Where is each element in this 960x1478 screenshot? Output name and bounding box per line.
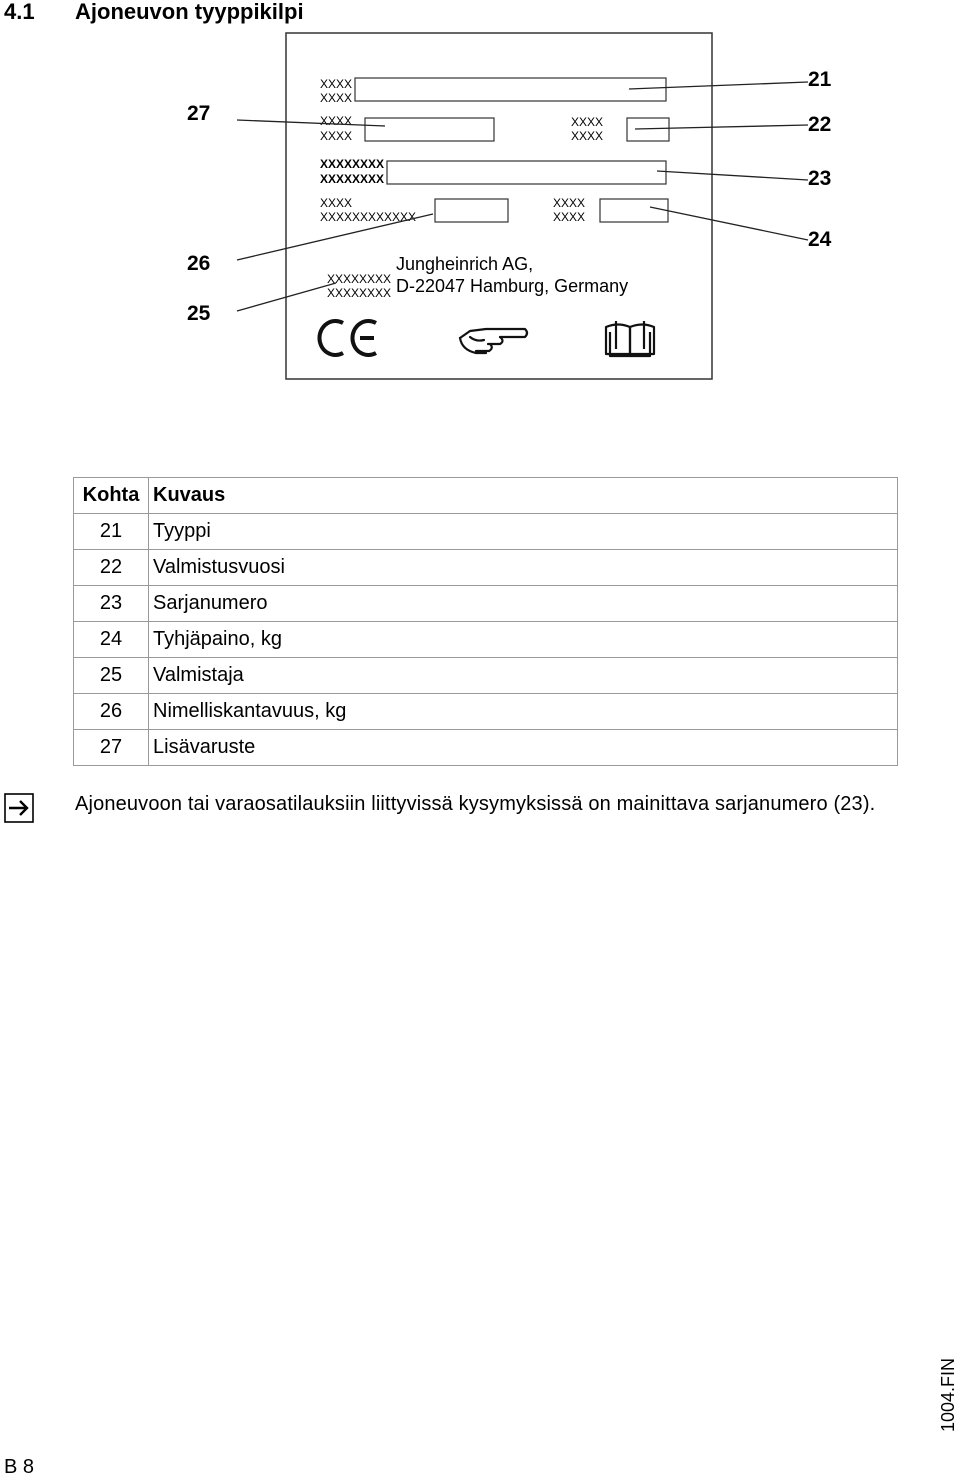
table-header-row xyxy=(74,478,898,514)
arrow-right-box-icon xyxy=(4,793,34,823)
header-item: Kohta xyxy=(74,478,149,514)
plate-placeholder: XXXX xyxy=(320,77,353,91)
page-number: B 8 xyxy=(4,1456,35,1478)
table-row xyxy=(74,730,898,766)
plate-placeholder: XXXX xyxy=(553,210,586,224)
row-description: Valmistusvuosi xyxy=(149,550,898,586)
callout-25: 25 xyxy=(187,302,211,325)
plate-placeholder: XXXX xyxy=(571,129,604,143)
legend-table xyxy=(73,477,898,766)
field-box-serial xyxy=(387,161,666,184)
manufacturer-name: Jungheinrich AG, xyxy=(396,254,534,274)
type-plate-figure xyxy=(0,0,960,420)
row-item: 21 xyxy=(74,514,149,550)
callout-27: 27 xyxy=(187,102,211,125)
row-item: 24 xyxy=(74,622,149,658)
plate-placeholder: XXXX xyxy=(571,115,604,129)
table-row xyxy=(74,586,898,622)
header-description: Kuvaus xyxy=(149,478,898,514)
ce-mark-icon xyxy=(319,321,376,355)
field-box-weight xyxy=(600,199,668,222)
table-row xyxy=(74,694,898,730)
row-description: Tyyppi xyxy=(149,514,898,550)
row-description: Lisävaruste xyxy=(149,730,898,766)
plate-placeholder: XXXX xyxy=(553,196,586,210)
plate-placeholder: XXXX xyxy=(320,196,353,210)
plate-placeholder: XXXXXXXX xyxy=(327,272,392,286)
table-row xyxy=(74,622,898,658)
plate-placeholder: XXXX xyxy=(320,91,353,105)
row-item: 26 xyxy=(74,694,149,730)
manufacturer-address: D-22047 Hamburg, Germany xyxy=(396,276,629,296)
note-text: Ajoneuvoon tai varaosatilauksiin liittyvissä kysymyksissä on mainittava sarjanumero (23). xyxy=(75,793,876,815)
row-description: Sarjanumero xyxy=(149,586,898,622)
field-box-type xyxy=(355,78,666,101)
plate-placeholder: XXXX xyxy=(320,114,353,128)
callout-24: 24 xyxy=(808,228,832,251)
row-description: Nimelliskantavuus, kg xyxy=(149,694,898,730)
field-box-year xyxy=(627,118,669,141)
plate-placeholder: XXXXXXXXXXXX xyxy=(320,210,417,224)
callout-22: 22 xyxy=(808,113,832,136)
section-number: 4.1 xyxy=(4,0,35,24)
plate-placeholder: XXXX xyxy=(320,129,353,143)
section-title: Ajoneuvon tyyppikilpi xyxy=(75,0,304,24)
callout-23: 23 xyxy=(808,167,832,190)
row-description: Valmistaja xyxy=(149,658,898,694)
callout-21: 21 xyxy=(808,68,832,91)
table-row xyxy=(74,514,898,550)
field-box-option xyxy=(365,118,494,141)
plate-placeholder: XXXXXXXX xyxy=(320,172,385,186)
table-row xyxy=(74,658,898,694)
row-item: 27 xyxy=(74,730,149,766)
row-item: 23 xyxy=(74,586,149,622)
plate-placeholder: XXXXXXXX xyxy=(327,286,392,300)
row-item: 22 xyxy=(74,550,149,586)
row-description: Tyhjäpaino, kg xyxy=(149,622,898,658)
plate-placeholder: XXXXXXXX xyxy=(320,157,385,171)
open-book-icon xyxy=(606,321,654,356)
callout-26: 26 xyxy=(187,252,211,275)
table-row xyxy=(74,550,898,586)
pointing-hand-icon xyxy=(460,329,527,353)
document-code: 1004.FIN xyxy=(938,1357,958,1432)
field-box-capacity xyxy=(435,199,508,222)
row-item: 25 xyxy=(74,658,149,694)
